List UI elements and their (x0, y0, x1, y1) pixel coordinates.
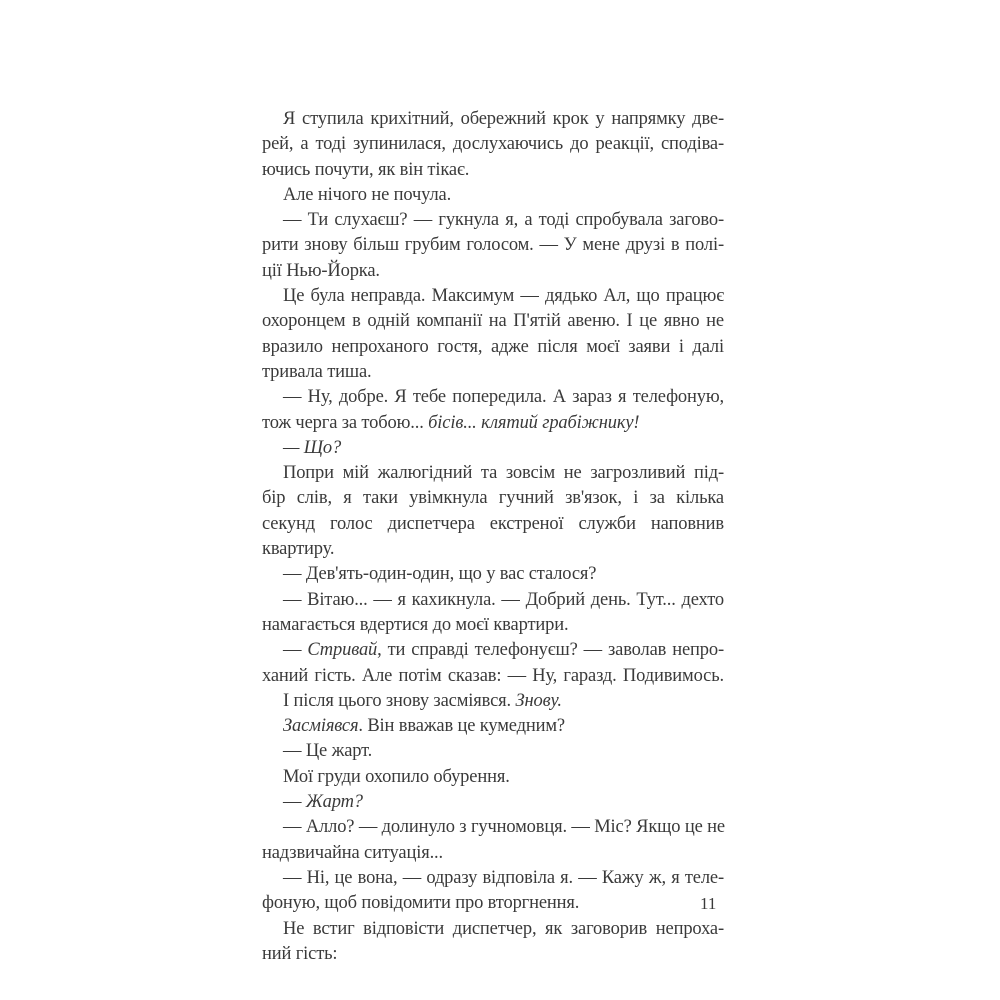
text-line: Це була неправда. Максимум — дядько Ал, що працює (283, 286, 724, 307)
text-line: Мої груди охопило обурення. (283, 766, 510, 787)
text-line: охоронцем в одній компанії на П'ятій авеню. І це явно не (262, 311, 724, 332)
text-line: — Вітаю... — я кахикнула. — Добрий день. Тут... дехто (283, 589, 724, 610)
text-line: ний гість: (262, 943, 338, 964)
text-line: надзвичайна ситуація... (262, 842, 443, 863)
text-line: ханий гість. Але потім сказав: — Ну, гаразд. Подивимось. (262, 665, 724, 686)
text-line: намагається вдертися до моєї квартири. (262, 614, 569, 635)
text-line: Але нічого не почула. (283, 184, 452, 205)
text-line: ючись почути, як він тікає. (262, 159, 470, 180)
text-line: — Алло? — долинуло з гучномовця. — Міс? Якщо це не (283, 817, 725, 838)
text-line: Не встиг відповісти диспетчер, як заговорив непроха- (283, 918, 724, 939)
text-line: фоную, щоб повідомити про вторгнення. (262, 893, 580, 914)
text-line: — Дев'ять-один-один, що у вас сталося? (283, 564, 597, 585)
text-line: — Стривай, ти справді телефонуєш? — заволав непро- (283, 640, 724, 661)
text-line: рити знову більш грубим голосом. — У мене друзі в полі- (262, 235, 724, 256)
text-line: — Що? (283, 437, 342, 458)
text-line: бір слів, я таки увімкнула гучний зв'язок, і за кілька (262, 488, 724, 509)
text-line: — Ти слухаєш? — гукнула я, а тоді спробувала загово- (283, 210, 724, 231)
text-line: секунд голос диспетчера екстреної служби наповнив (262, 513, 724, 534)
body-text (262, 107, 724, 967)
text-line: — Ну, добре. Я тебе попередила. А зараз я телефоную, (283, 387, 724, 408)
text-line: Засміявся. Він вважав це кумедним? (283, 716, 565, 737)
text-line: Я ступила крихітний, обережний крок у напрямку две- (283, 109, 724, 129)
page-number: 11 (700, 894, 717, 913)
text-line: — Ні, це вона, — одразу відповіла я. — Кажу ж, я теле- (283, 867, 724, 888)
text-line: — Це жарт. (283, 741, 373, 762)
text-line: — Жарт? (283, 792, 363, 813)
text-line: І після цього знову засміявся. Знову. (283, 690, 562, 711)
text-line: ції Нью-Йорка. (262, 260, 380, 281)
text-line: тривала тиша. (262, 361, 372, 382)
text-line: Попри мій жалюгідний та зовсім не загрозливий під- (283, 463, 724, 484)
text-line: тож черга за тобою... бісів... клятий грабіжнику! (262, 412, 640, 433)
text-line: квартиру. (262, 539, 335, 560)
text-line: рей, а тоді зупинилася, дослухаючись до реакції, сподіва- (262, 134, 724, 155)
text-line: вразило непроханого гостя, адже після моєї заяви і далі (262, 336, 724, 357)
